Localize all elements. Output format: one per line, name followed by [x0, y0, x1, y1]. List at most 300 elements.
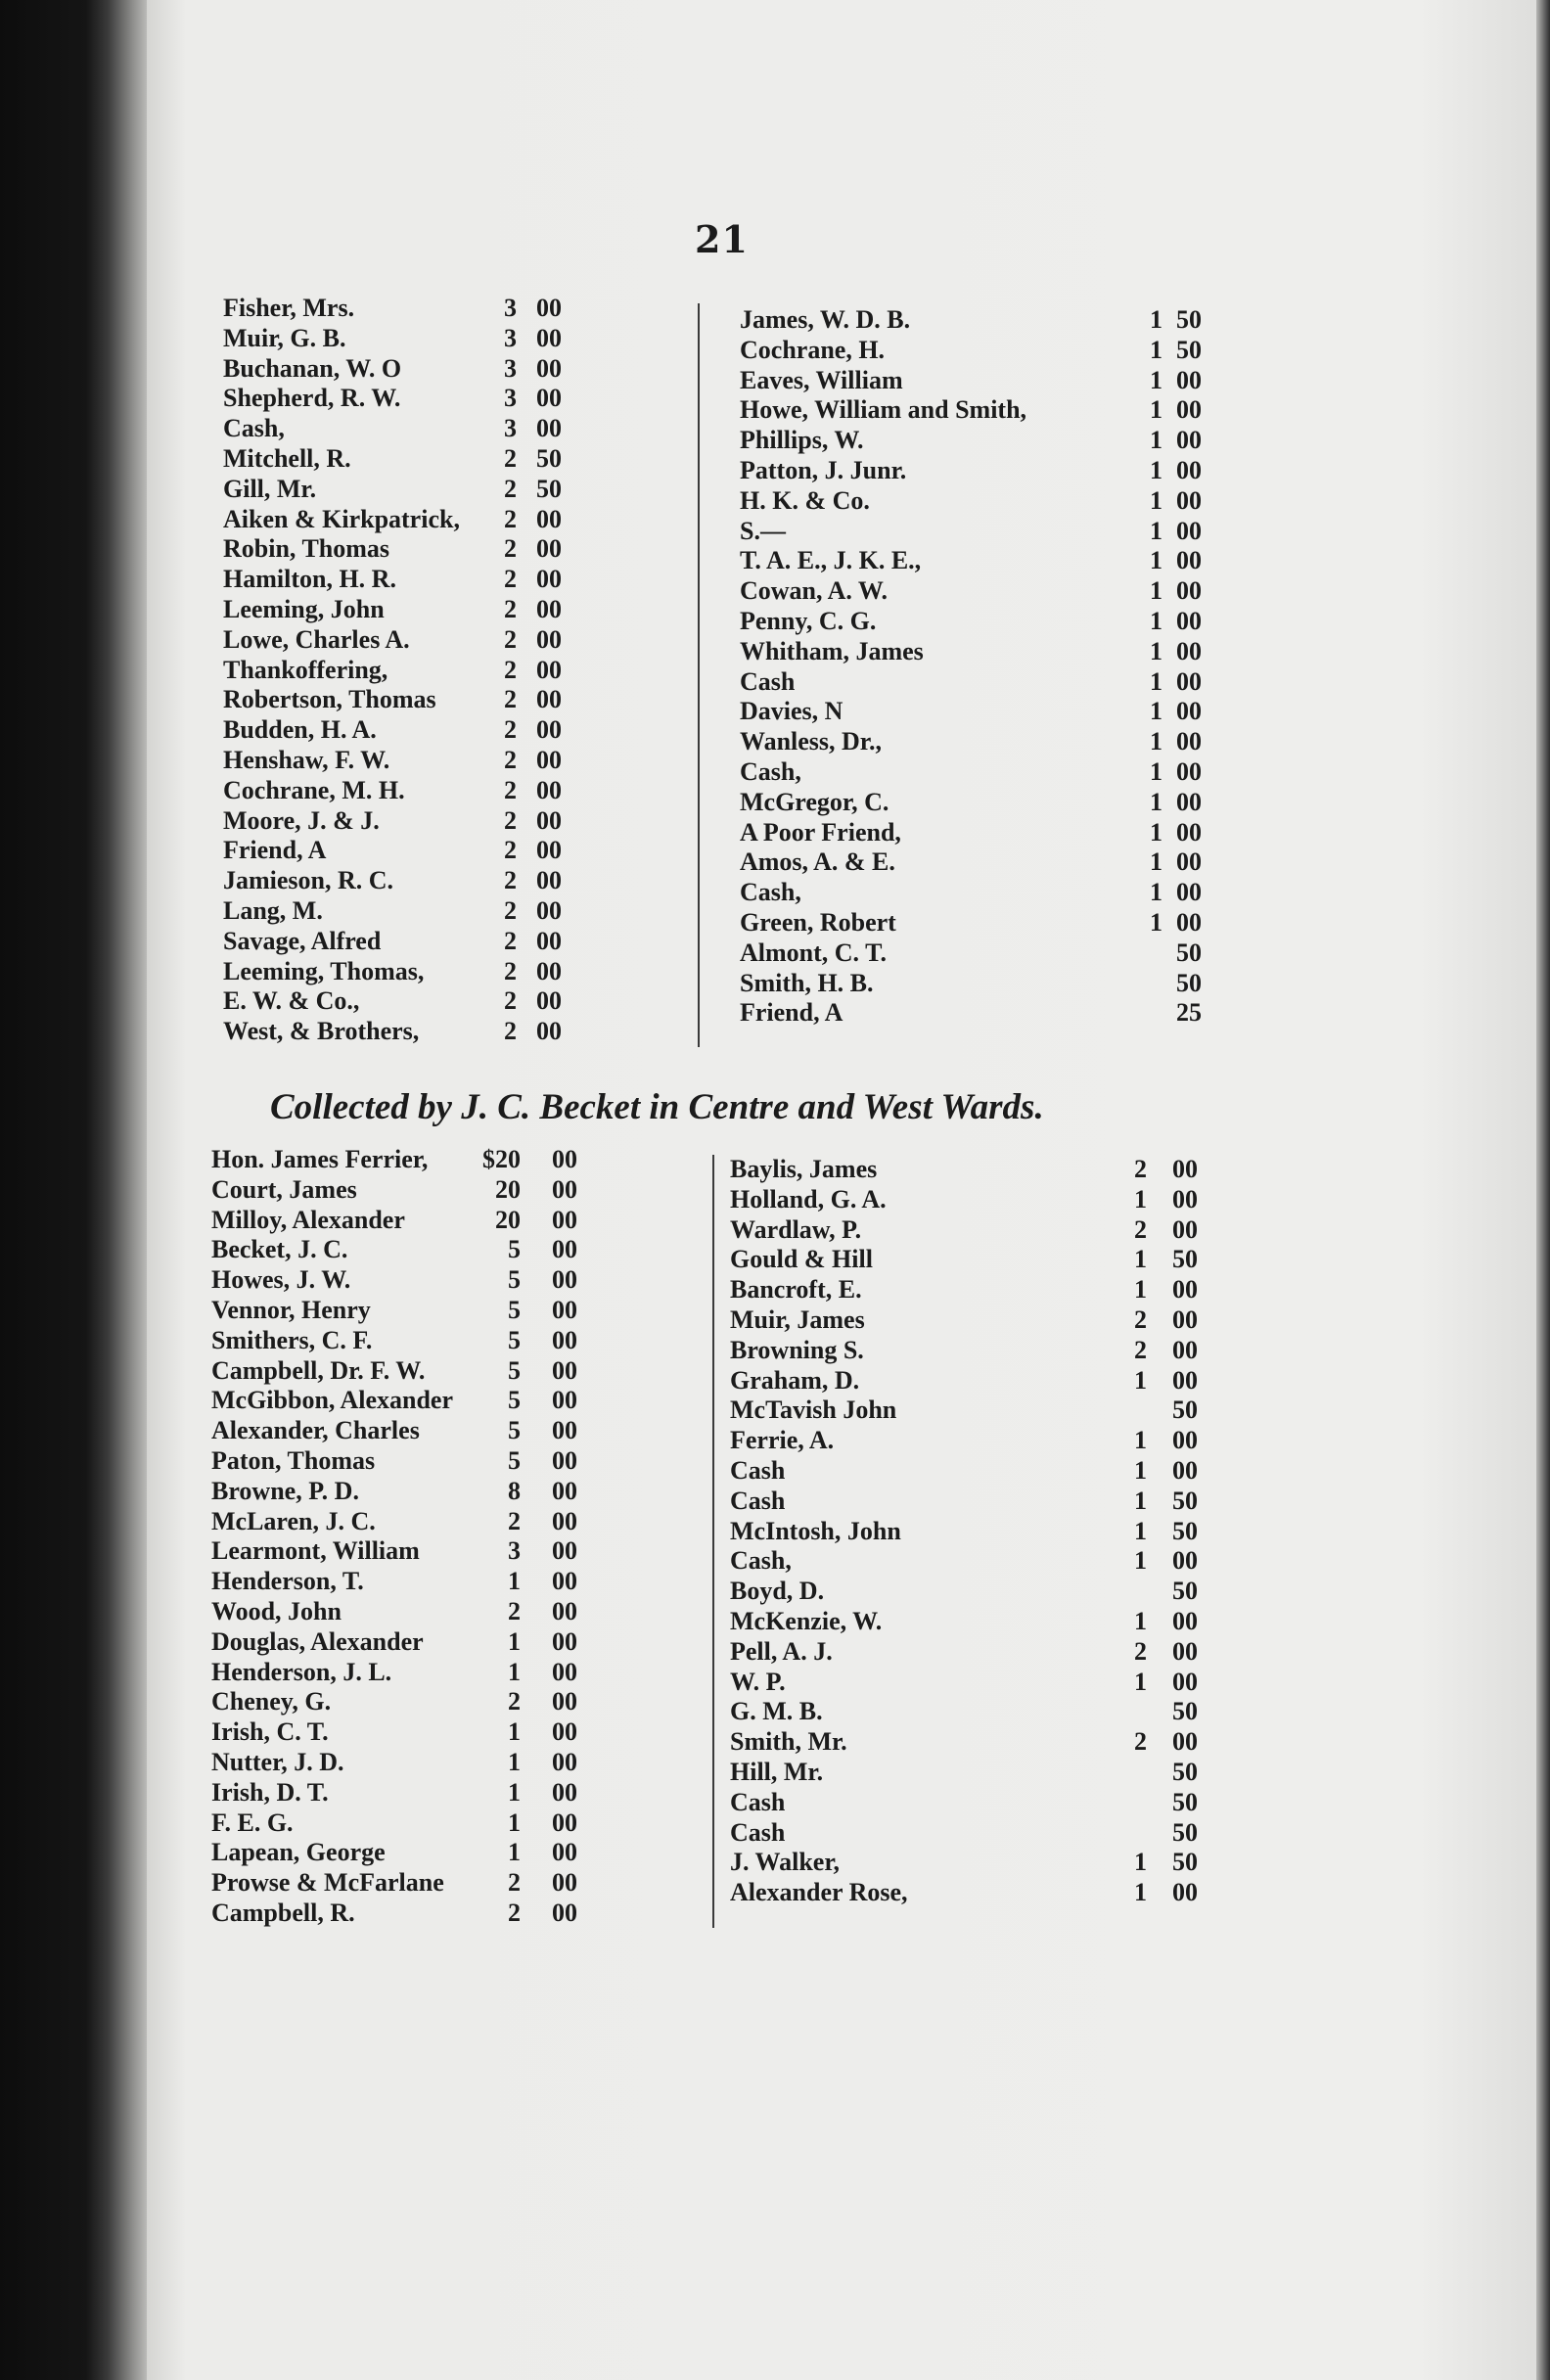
contributor-name: Robin, Thomas — [223, 534, 390, 564]
contributor-row — [730, 1758, 1209, 1788]
amount-cents: 00 — [1176, 697, 1202, 726]
amount-dollars: 2 — [504, 745, 517, 774]
contributor-row — [211, 1326, 691, 1356]
amount-dollars: 2 — [508, 1687, 521, 1716]
amount-cents: 00 — [1172, 1546, 1198, 1576]
contributor-name: Henderson, T. — [211, 1567, 364, 1596]
contributor-name: Cash, — [740, 878, 801, 907]
page-edge-shadow — [1536, 0, 1550, 2380]
contributor-row — [730, 1697, 1209, 1727]
contributor-row — [211, 1778, 691, 1808]
contributor-row — [730, 1275, 1209, 1305]
amount-cents: 50 — [1172, 1848, 1198, 1877]
contributor-name: Cochrane, M. H. — [223, 775, 405, 804]
amount-dollars: 1 — [1134, 1878, 1147, 1907]
amount-dollars: 2 — [504, 624, 517, 654]
amount-dollars: 2 — [504, 685, 517, 714]
amount-cents: 00 — [536, 594, 562, 623]
amount-cents: 00 — [536, 956, 562, 985]
amount-dollars: 1 — [1150, 516, 1162, 545]
amount-dollars: 1 — [1134, 1455, 1147, 1485]
amount-cents: 00 — [1172, 1365, 1198, 1395]
amount-cents: 00 — [1172, 1426, 1198, 1455]
contributor-name: Howes, J. W. — [211, 1265, 351, 1295]
amount-cents: 00 — [1172, 1155, 1198, 1183]
contributor-row — [223, 505, 693, 535]
amount-cents: 00 — [552, 1265, 577, 1295]
contributor-row — [211, 1899, 691, 1929]
amount-dollars: 20 — [495, 1205, 521, 1234]
contributor-row — [740, 697, 1209, 727]
amount-cents: 00 — [552, 1536, 577, 1566]
amount-cents: 00 — [536, 836, 562, 865]
contributor-name: Henshaw, F. W. — [223, 745, 390, 774]
amount-cents: 00 — [552, 1808, 577, 1837]
contributor-row — [730, 1637, 1209, 1668]
contributor-row — [730, 1426, 1209, 1456]
amount-cents: 00 — [552, 1506, 577, 1535]
contributor-name: Lang, M. — [223, 895, 323, 925]
amount-dollars: 1 — [1150, 878, 1162, 907]
amount-dollars: 1 — [1150, 455, 1162, 484]
amount-cents: 00 — [1172, 1184, 1198, 1213]
contributor-name: Gill, Mr. — [223, 474, 317, 503]
amount-cents: 25 — [1176, 998, 1202, 1028]
amount-dollars: 2 — [504, 895, 517, 925]
amount-cents: 00 — [1176, 455, 1202, 484]
contributor-row — [740, 517, 1209, 547]
amount-cents: 00 — [552, 1295, 577, 1324]
contributor-name: McKenzie, W. — [730, 1606, 883, 1635]
amount-dollars: 1 — [1134, 1516, 1147, 1545]
amount-cents: 00 — [1172, 1606, 1198, 1635]
amount-cents: 00 — [552, 1838, 577, 1867]
contributor-name: West, & Brothers, — [223, 1017, 420, 1046]
amount-cents: 50 — [1172, 1245, 1198, 1274]
amount-dollars: 2 — [1134, 1214, 1147, 1244]
contributor-name: Cheney, G. — [211, 1687, 332, 1716]
amount-dollars: 1 — [1150, 426, 1162, 455]
contributor-row — [223, 324, 693, 354]
amount-cents: 00 — [552, 1476, 577, 1505]
amount-cents: 00 — [536, 353, 562, 383]
amount-cents: 00 — [552, 1868, 577, 1898]
amount-dollars: 3 — [504, 384, 517, 413]
contributor-row — [211, 1145, 691, 1175]
amount-dollars: 1 — [1150, 727, 1162, 756]
contributor-name: Patton, J. Junr. — [740, 455, 907, 484]
contributor-name: Muir, G. B. — [223, 323, 346, 352]
contributor-row — [223, 927, 693, 957]
amount-cents: 00 — [1176, 606, 1202, 635]
amount-cents: 50 — [536, 443, 562, 473]
amount-dollars: 2 — [504, 715, 517, 745]
amount-cents: 00 — [536, 1017, 562, 1046]
contributor-row — [211, 1536, 691, 1567]
contributor-row — [730, 1577, 1209, 1607]
contributor-name: Friend, A — [223, 836, 327, 865]
amount-dollars: 1 — [508, 1717, 521, 1747]
amount-cents: 00 — [536, 323, 562, 352]
amount-cents: 50 — [536, 474, 562, 503]
amount-cents: 50 — [1172, 1787, 1198, 1816]
contributor-row — [211, 1477, 691, 1507]
amount-dollars: 2 — [508, 1868, 521, 1898]
contributor-row — [211, 1658, 691, 1688]
contributor-row — [211, 1175, 691, 1206]
amount-dollars: 20 — [495, 1174, 521, 1204]
amount-cents: 00 — [1176, 907, 1202, 937]
contributor-name: Ferrie, A. — [730, 1426, 835, 1455]
amount-dollars: 5 — [508, 1355, 521, 1385]
contributor-name: Mitchell, R. — [223, 443, 351, 473]
amount-cents: 00 — [552, 1145, 577, 1173]
amount-cents: 00 — [1172, 1455, 1198, 1485]
amount-dollars: 2 — [504, 986, 517, 1016]
contributor-name: Learmont, William — [211, 1536, 420, 1566]
amount-cents: 00 — [536, 534, 562, 564]
contributor-name: Alexander, Charles — [211, 1416, 420, 1445]
contributor-row — [730, 1878, 1209, 1908]
amount-dollars: 2 — [1134, 1335, 1147, 1364]
contributor-name: Hill, Mr. — [730, 1757, 824, 1786]
amount-dollars: 3 — [504, 323, 517, 352]
amount-cents: 00 — [536, 805, 562, 835]
amount-cents: 00 — [552, 1174, 577, 1204]
amount-cents: 00 — [1176, 787, 1202, 816]
amount-dollars: 1 — [508, 1747, 521, 1776]
contributor-row — [223, 1017, 693, 1047]
contributor-row — [730, 1155, 1209, 1185]
amount-cents: 00 — [1172, 1727, 1198, 1757]
amount-dollars: 2 — [504, 655, 517, 684]
amount-dollars: 1 — [1134, 1667, 1147, 1696]
contributor-row — [223, 414, 693, 444]
contributor-row — [223, 806, 693, 837]
amount-cents: 50 — [1172, 1757, 1198, 1786]
contributor-name: Smith, H. B. — [740, 968, 874, 997]
amount-dollars: 1 — [1150, 546, 1162, 575]
contributor-row — [223, 534, 693, 565]
contributor-row — [223, 625, 693, 656]
contributor-row — [211, 1296, 691, 1326]
amount-cents: 00 — [1176, 516, 1202, 545]
amount-dollars: 1 — [1150, 847, 1162, 877]
contributor-name: Court, James — [211, 1174, 357, 1204]
amount-cents: 00 — [1176, 485, 1202, 515]
contributor-row — [211, 1206, 691, 1236]
contributor-name: Amos, A. & E. — [740, 847, 895, 877]
contributor-row — [740, 395, 1209, 426]
contributor-row — [211, 1507, 691, 1537]
contributor-row — [211, 1748, 691, 1778]
contributor-name: Prowse & McFarlane — [211, 1868, 444, 1898]
contributor-name: Davies, N — [740, 697, 843, 726]
amount-dollars: 1 — [1134, 1546, 1147, 1576]
amount-dollars: 2 — [504, 594, 517, 623]
amount-dollars: 1 — [508, 1567, 521, 1596]
amount-dollars: 5 — [508, 1386, 521, 1415]
contributor-row — [740, 426, 1209, 456]
contributor-row — [740, 727, 1209, 757]
contributor-name: Cash — [730, 1787, 786, 1816]
amount-cents: 00 — [1172, 1636, 1198, 1666]
amount-dollars: 2 — [1134, 1155, 1147, 1183]
amount-dollars: 2 — [508, 1506, 521, 1535]
contributor-name: Fisher, Mrs. — [223, 294, 355, 322]
contributor-name: Cash — [730, 1455, 786, 1485]
amount-cents: 00 — [536, 624, 562, 654]
amount-dollars: 1 — [1150, 756, 1162, 786]
amount-dollars: 1 — [508, 1838, 521, 1867]
contributor-name: Douglas, Alexander — [211, 1626, 424, 1656]
amount-dollars: 1 — [1134, 1426, 1147, 1455]
contributor-row — [740, 576, 1209, 607]
contributor-name: Budden, H. A. — [223, 715, 377, 745]
amount-dollars: 1 — [1150, 697, 1162, 726]
contributor-row — [211, 1597, 691, 1627]
contributor-name: Cash — [730, 1486, 786, 1515]
amount-cents: 00 — [536, 504, 562, 533]
amount-dollars: 2 — [1134, 1636, 1147, 1666]
contributor-row — [223, 776, 693, 806]
amount-dollars: 3 — [504, 353, 517, 383]
contributor-name: Hamilton, H. R. — [223, 565, 396, 594]
contributor-name: Bancroft, E. — [730, 1275, 862, 1304]
amount-cents: 00 — [1172, 1214, 1198, 1244]
book-spine-shadow — [0, 0, 157, 2380]
amount-dollars: 5 — [508, 1416, 521, 1445]
contributor-name: Milloy, Alexander — [211, 1205, 405, 1234]
amount-cents: 00 — [552, 1445, 577, 1475]
contributor-row — [730, 1185, 1209, 1215]
contributor-row — [730, 1456, 1209, 1487]
amount-cents: 00 — [1172, 1304, 1198, 1334]
contributor-name: Savage, Alfred — [223, 926, 382, 955]
contributor-name: Pell, A. J. — [730, 1636, 833, 1666]
contributor-name: Almont, C. T. — [740, 938, 887, 967]
amount-cents: 50 — [1172, 1697, 1198, 1726]
contributor-row — [211, 1808, 691, 1839]
amount-cents: 00 — [1176, 756, 1202, 786]
contributor-name: Becket, J. C. — [211, 1235, 348, 1264]
contributor-row — [740, 757, 1209, 788]
amount-dollars: 5 — [508, 1265, 521, 1295]
contributor-name: McGibbon, Alexander — [211, 1386, 454, 1415]
contributor-row — [211, 1627, 691, 1658]
amount-cents: 50 — [1172, 1396, 1198, 1425]
amount-cents: 00 — [552, 1567, 577, 1596]
amount-cents: 00 — [552, 1325, 577, 1354]
amount-dollars: 1 — [1134, 1606, 1147, 1635]
contributor-name: Cash, — [730, 1546, 792, 1576]
contributor-name: Aiken & Kirkpatrick, — [223, 504, 460, 533]
amount-cents: 00 — [552, 1596, 577, 1625]
contributor-row — [740, 336, 1209, 366]
contributor-name: Friend, A — [740, 998, 843, 1028]
contributor-name: Wanless, Dr., — [740, 727, 882, 756]
amount-cents: 00 — [536, 866, 562, 895]
contributor-name: Wood, John — [211, 1596, 342, 1625]
contributor-row — [740, 938, 1209, 969]
contributor-name: Browning S. — [730, 1335, 864, 1364]
contributor-row — [223, 595, 693, 625]
amount-dollars: 3 — [504, 294, 517, 322]
amount-dollars: 1 — [1134, 1275, 1147, 1304]
contributor-name: Wardlaw, P. — [730, 1214, 862, 1244]
amount-cents: 50 — [1172, 1486, 1198, 1515]
contributor-name: James, W. D. B. — [740, 305, 911, 334]
contributor-name: H. K. & Co. — [740, 485, 870, 515]
amount-dollars: 3 — [504, 414, 517, 443]
amount-dollars: 1 — [1150, 485, 1162, 515]
amount-dollars: 2 — [508, 1898, 521, 1927]
amount-cents: 00 — [1176, 636, 1202, 665]
contributor-row — [223, 475, 693, 505]
amount-cents: 00 — [552, 1777, 577, 1807]
amount-cents: 00 — [1176, 546, 1202, 575]
contributor-row — [730, 1727, 1209, 1758]
contributor-row — [223, 896, 693, 927]
contributor-row — [223, 986, 693, 1017]
amount-dollars: 2 — [504, 534, 517, 564]
contributor-name: T. A. E., J. K. E., — [740, 546, 922, 575]
contributor-row — [223, 715, 693, 746]
contributor-name: Gould & Hill — [730, 1245, 873, 1274]
amount-dollars: $20 — [482, 1145, 521, 1173]
contributor-name: Holland, G. A. — [730, 1184, 887, 1213]
contributor-row — [211, 1235, 691, 1265]
contributor-name: McGregor, C. — [740, 787, 889, 816]
contributor-name: J. Walker, — [730, 1848, 840, 1877]
contributor-name: Cowan, A. W. — [740, 576, 888, 606]
amount-cents: 50 — [1176, 968, 1202, 997]
amount-dollars: 1 — [1150, 817, 1162, 847]
contributor-name: Henderson, J. L. — [211, 1657, 392, 1686]
amount-dollars: 1 — [508, 1626, 521, 1656]
amount-cents: 00 — [536, 294, 562, 322]
amount-dollars: 1 — [1150, 907, 1162, 937]
amount-dollars: 2 — [1134, 1304, 1147, 1334]
contributor-name: Eaves, William — [740, 365, 903, 394]
contributor-row — [730, 1546, 1209, 1577]
amount-cents: 00 — [552, 1235, 577, 1264]
amount-cents: 00 — [552, 1355, 577, 1385]
contributor-name: F. E. G. — [211, 1808, 294, 1837]
amount-cents: 00 — [536, 414, 562, 443]
contributor-name: S.— — [740, 516, 786, 545]
contributor-row — [730, 1788, 1209, 1818]
amount-dollars: 1 — [1150, 787, 1162, 816]
amount-cents: 00 — [552, 1717, 577, 1747]
contributor-name: Smith, Mr. — [730, 1727, 847, 1757]
amount-dollars: 1 — [1150, 395, 1162, 425]
contributor-name: Green, Robert — [740, 907, 896, 937]
contributor-name: A Poor Friend, — [740, 817, 901, 847]
contributor-row — [211, 1416, 691, 1446]
contributor-name: Cash, — [223, 414, 285, 443]
contributor-row — [740, 818, 1209, 848]
amount-dollars: 1 — [508, 1657, 521, 1686]
contributor-name: Vennor, Henry — [211, 1295, 371, 1324]
amount-cents: 50 — [1176, 335, 1202, 364]
contributor-name: G. M. B. — [730, 1697, 823, 1726]
amount-cents: 00 — [536, 986, 562, 1016]
contributor-row — [740, 607, 1209, 637]
amount-cents: 00 — [536, 926, 562, 955]
amount-cents: 00 — [552, 1416, 577, 1445]
amount-cents: 00 — [1172, 1335, 1198, 1364]
contributor-name: W. P. — [730, 1667, 786, 1696]
contributor-name: Moore, J. & J. — [223, 805, 380, 835]
amount-dollars: 2 — [504, 836, 517, 865]
amount-cents: 00 — [536, 775, 562, 804]
contributor-name: Nutter, J. D. — [211, 1747, 344, 1776]
amount-cents: 50 — [1172, 1516, 1198, 1545]
amount-dollars: 2 — [1134, 1727, 1147, 1757]
amount-cents: 50 — [1176, 305, 1202, 334]
contributor-name: Thankoffering, — [223, 655, 388, 684]
amount-dollars: 1 — [508, 1777, 521, 1807]
contributor-name: Lowe, Charles A. — [223, 624, 410, 654]
amount-dollars: 8 — [508, 1476, 521, 1505]
contributor-row — [730, 1848, 1209, 1878]
amount-dollars: 1 — [1150, 365, 1162, 394]
contributor-name: Cash — [740, 666, 796, 696]
contributor-row — [223, 866, 693, 896]
contributor-row — [211, 1567, 691, 1597]
amount-cents: 00 — [552, 1626, 577, 1656]
contributor-row — [211, 1717, 691, 1748]
contributor-row — [211, 1446, 691, 1477]
contributor-name: Baylis, James — [730, 1155, 878, 1183]
contributor-row — [730, 1215, 1209, 1246]
contributor-row — [740, 788, 1209, 818]
amount-cents: 50 — [1176, 938, 1202, 967]
contributor-row — [740, 637, 1209, 667]
contributor-name: Cochrane, H. — [740, 335, 886, 364]
contributor-row — [223, 656, 693, 686]
contributor-row — [740, 969, 1209, 999]
amount-cents: 00 — [552, 1386, 577, 1415]
contributor-name: Leeming, Thomas, — [223, 956, 425, 985]
amount-dollars: 2 — [504, 775, 517, 804]
amount-cents: 00 — [536, 384, 562, 413]
section2-heading: Collected by J. C. Becket in Centre and West Wards. — [270, 1087, 1044, 1127]
contributor-name: Campbell, R. — [211, 1898, 355, 1927]
contributor-name: Cash, — [740, 756, 801, 786]
contributor-row — [740, 305, 1209, 336]
section2-right-column — [730, 1155, 1209, 1908]
amount-dollars: 1 — [1134, 1486, 1147, 1515]
amount-dollars: 5 — [508, 1235, 521, 1264]
contributor-row — [740, 878, 1209, 908]
contributor-name: Paton, Thomas — [211, 1445, 376, 1475]
contributor-name: Robertson, Thomas — [223, 685, 436, 714]
contributor-row — [223, 836, 693, 866]
amount-dollars: 3 — [508, 1536, 521, 1566]
amount-cents: 00 — [536, 685, 562, 714]
contributor-name: McIntosh, John — [730, 1516, 901, 1545]
amount-cents: 00 — [552, 1657, 577, 1686]
contributor-row — [740, 546, 1209, 576]
contributor-row — [223, 685, 693, 715]
amount-dollars: 1 — [1134, 1245, 1147, 1274]
amount-cents: 00 — [536, 715, 562, 745]
amount-cents: 00 — [552, 1687, 577, 1716]
amount-cents: 00 — [1172, 1667, 1198, 1696]
section1-right-column — [740, 305, 1209, 1029]
